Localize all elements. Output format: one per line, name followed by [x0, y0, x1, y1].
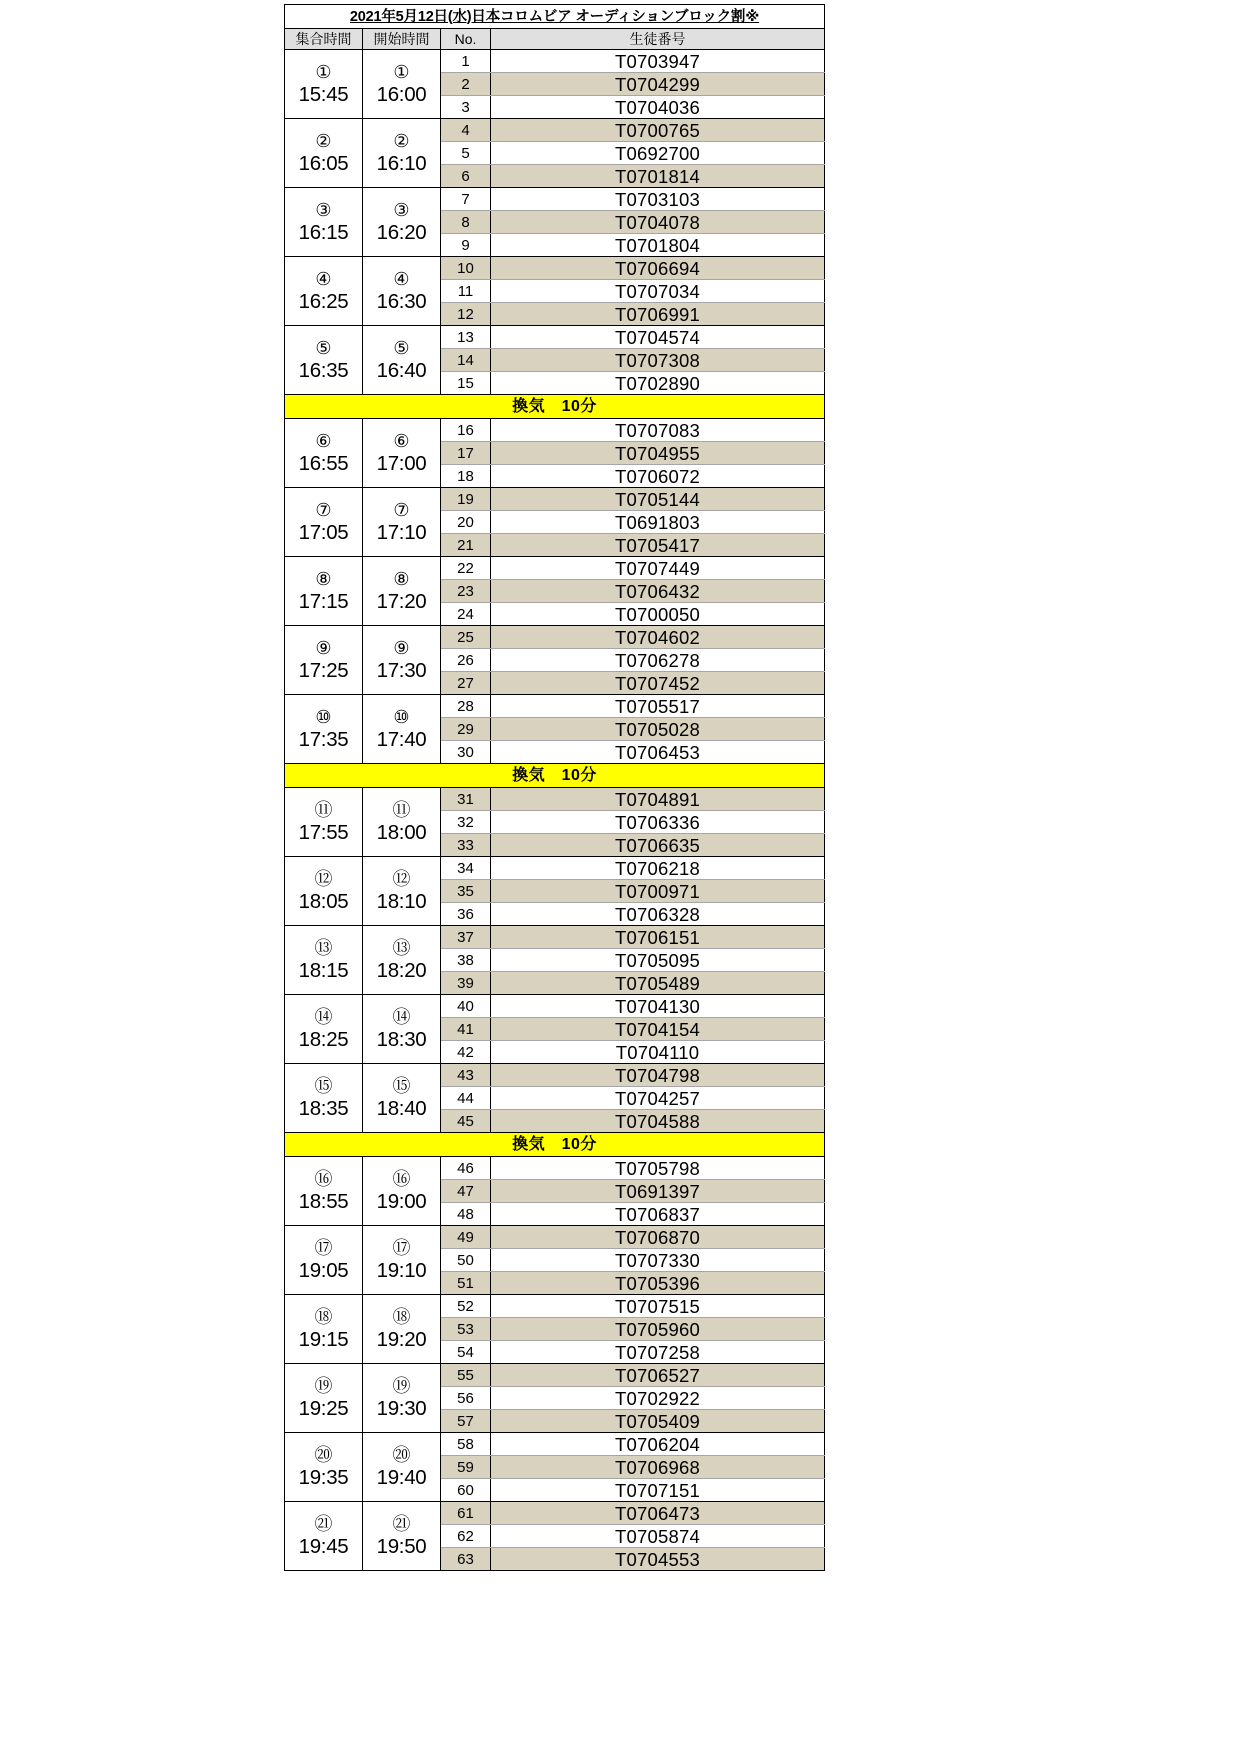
block-number-circle: ⑮ — [392, 1076, 411, 1097]
student-number: T0705417 — [491, 534, 825, 557]
block-number-circle: ⑯ — [314, 1169, 333, 1190]
block-number-circle: ③ — [315, 200, 332, 221]
start-time-cell — [363, 1502, 441, 1571]
entry-no: 47 — [441, 1180, 491, 1203]
entry-no: 63 — [441, 1548, 491, 1571]
meeting-time-cell — [285, 119, 363, 188]
meeting-time-cell-value: 19:35 — [298, 1466, 349, 1490]
block-number-circle: ④ — [393, 269, 410, 290]
document-title: 2021年5月12日(水)日本コロムビア オーディションブロック割※ — [285, 5, 825, 29]
block-number-circle: ⑱ — [314, 1307, 333, 1328]
start-time-cell-value: 19:50 — [376, 1535, 427, 1559]
meeting-time-cell-value: 19:15 — [298, 1328, 349, 1352]
start-time-cell-value: 17:40 — [376, 728, 427, 752]
meeting-time-cell-value: 17:25 — [298, 659, 349, 683]
table-row — [285, 1502, 825, 1525]
block-number-circle: ⑭ — [392, 1007, 411, 1028]
meeting-time-cell-value: 16:05 — [298, 152, 349, 176]
block-number-circle: ⑰ — [392, 1238, 411, 1259]
block-number-circle: ⑩ — [315, 707, 332, 728]
entry-no: 58 — [441, 1433, 491, 1456]
block-number-circle: ① — [315, 62, 332, 83]
meeting-time-cell-value: 16:25 — [298, 290, 349, 314]
entry-no: 61 — [441, 1502, 491, 1525]
block-number-circle: ⑲ — [314, 1376, 333, 1397]
student-number: T0704299 — [491, 73, 825, 96]
ventilation-label: 換気 10分 — [285, 764, 825, 788]
table-row — [285, 788, 825, 811]
entry-no: 44 — [441, 1087, 491, 1110]
student-number: T0705517 — [491, 695, 825, 718]
start-time-cell — [363, 1157, 441, 1226]
audition-schedule-table — [284, 4, 825, 1571]
student-number: T0706072 — [491, 465, 825, 488]
meeting-time-cell — [285, 995, 363, 1064]
entry-no: 14 — [441, 349, 491, 372]
meeting-time-cell-value: 18:35 — [298, 1097, 349, 1121]
student-number: T0706991 — [491, 303, 825, 326]
ventilation-label: 換気 10分 — [285, 1133, 825, 1157]
student-number: T0707308 — [491, 349, 825, 372]
student-number: T0705960 — [491, 1318, 825, 1341]
block-number-circle: ⑱ — [392, 1307, 411, 1328]
table-row — [285, 419, 825, 442]
entry-no: 54 — [441, 1341, 491, 1364]
start-time-cell — [363, 1295, 441, 1364]
block-number-circle: ⑧ — [315, 569, 332, 590]
student-number: T0700971 — [491, 880, 825, 903]
block-number-circle: ② — [393, 131, 410, 152]
start-time-cell — [363, 1064, 441, 1133]
student-number: T0706527 — [491, 1364, 825, 1387]
table-row — [285, 1157, 825, 1180]
student-number: T0705028 — [491, 718, 825, 741]
start-time-cell-value: 18:40 — [376, 1097, 427, 1121]
start-time-cell — [363, 1226, 441, 1295]
entry-no: 4 — [441, 119, 491, 142]
table-row — [285, 188, 825, 211]
block-number-circle: ④ — [315, 269, 332, 290]
entry-no: 42 — [441, 1041, 491, 1064]
student-number: T0707515 — [491, 1295, 825, 1318]
block-number-circle: ⑨ — [393, 638, 410, 659]
student-number: T0701814 — [491, 165, 825, 188]
student-number: T0706151 — [491, 926, 825, 949]
entry-no: 2 — [441, 73, 491, 96]
student-number: T0691803 — [491, 511, 825, 534]
block-number-circle: ① — [393, 62, 410, 83]
table-row — [285, 50, 825, 73]
meeting-time-cell-value: 16:15 — [298, 221, 349, 245]
block-number-circle: ⑬ — [392, 938, 411, 959]
student-number: T0704036 — [491, 96, 825, 119]
meeting-time-cell — [285, 926, 363, 995]
block-number-circle: ⑥ — [315, 431, 332, 452]
student-number: T0706204 — [491, 1433, 825, 1456]
start-time-cell — [363, 788, 441, 857]
meeting-time-cell-value: 18:15 — [298, 959, 349, 983]
entry-no: 5 — [441, 142, 491, 165]
block-number-circle: ⑥ — [393, 431, 410, 452]
student-number: T0705874 — [491, 1525, 825, 1548]
meeting-time-cell — [285, 1295, 363, 1364]
block-number-circle: ⑰ — [314, 1238, 333, 1259]
meeting-time-cell-value: 18:25 — [298, 1028, 349, 1052]
column-header-start-time: 開始時間 — [363, 29, 441, 50]
entry-no: 57 — [441, 1410, 491, 1433]
start-time-cell-value: 19:40 — [376, 1466, 427, 1490]
start-time-cell — [363, 626, 441, 695]
meeting-time-cell — [285, 50, 363, 119]
block-number-circle: ⑮ — [314, 1076, 333, 1097]
entry-no: 26 — [441, 649, 491, 672]
meeting-time-cell-value: 18:55 — [298, 1190, 349, 1214]
student-number: T0707449 — [491, 557, 825, 580]
table-row — [285, 995, 825, 1018]
entry-no: 12 — [441, 303, 491, 326]
start-time-cell-value: 17:10 — [376, 521, 427, 545]
entry-no: 60 — [441, 1479, 491, 1502]
entry-no: 40 — [441, 995, 491, 1018]
meeting-time-cell — [285, 257, 363, 326]
entry-no: 28 — [441, 695, 491, 718]
meeting-time-cell — [285, 419, 363, 488]
block-number-circle: ⑫ — [314, 869, 333, 890]
start-time-cell — [363, 857, 441, 926]
meeting-time-cell — [285, 857, 363, 926]
entry-no: 30 — [441, 741, 491, 764]
start-time-cell-value: 17:20 — [376, 590, 427, 614]
entry-no: 3 — [441, 96, 491, 119]
meeting-time-cell — [285, 1502, 363, 1571]
meeting-time-cell-value: 16:35 — [298, 359, 349, 383]
entry-no: 25 — [441, 626, 491, 649]
entry-no: 17 — [441, 442, 491, 465]
student-number: T0702922 — [491, 1387, 825, 1410]
entry-no: 36 — [441, 903, 491, 926]
student-number: T0704078 — [491, 211, 825, 234]
student-number: T0705798 — [491, 1157, 825, 1180]
block-number-circle: ㉑ — [392, 1514, 411, 1535]
meeting-time-cell — [285, 188, 363, 257]
entry-no: 16 — [441, 419, 491, 442]
meeting-time-cell — [285, 1226, 363, 1295]
entry-no: 41 — [441, 1018, 491, 1041]
meeting-time-cell — [285, 557, 363, 626]
student-number: T0706870 — [491, 1226, 825, 1249]
student-number: T0704553 — [491, 1548, 825, 1571]
student-number: T0704574 — [491, 326, 825, 349]
start-time-cell — [363, 257, 441, 326]
meeting-time-cell — [285, 626, 363, 695]
table-row — [285, 1364, 825, 1387]
table-row — [285, 1295, 825, 1318]
entry-no: 18 — [441, 465, 491, 488]
student-number: T0706694 — [491, 257, 825, 280]
meeting-time-cell — [285, 695, 363, 764]
block-number-circle: ⑦ — [315, 500, 332, 521]
start-time-cell — [363, 188, 441, 257]
start-time-cell-value: 18:30 — [376, 1028, 427, 1052]
block-number-circle: ⑨ — [315, 638, 332, 659]
student-number: T0704955 — [491, 442, 825, 465]
title-row — [285, 5, 825, 29]
start-time-cell-value: 16:20 — [376, 221, 427, 245]
entry-no: 38 — [441, 949, 491, 972]
entry-no: 13 — [441, 326, 491, 349]
table-row — [285, 626, 825, 649]
block-number-circle: ⑧ — [393, 569, 410, 590]
entry-no: 8 — [441, 211, 491, 234]
entry-no: 9 — [441, 234, 491, 257]
entry-no: 48 — [441, 1203, 491, 1226]
student-number: T0706635 — [491, 834, 825, 857]
start-time-cell-value: 18:20 — [376, 959, 427, 983]
student-number: T0691397 — [491, 1180, 825, 1203]
ventilation-row — [285, 395, 825, 419]
student-number: T0706328 — [491, 903, 825, 926]
entry-no: 7 — [441, 188, 491, 211]
start-time-cell-value: 17:30 — [376, 659, 427, 683]
block-number-circle: ⑪ — [392, 800, 411, 821]
meeting-time-cell-value: 19:45 — [298, 1535, 349, 1559]
table-row — [285, 557, 825, 580]
student-number: T0704257 — [491, 1087, 825, 1110]
student-number: T0706837 — [491, 1203, 825, 1226]
entry-no: 37 — [441, 926, 491, 949]
entry-no: 23 — [441, 580, 491, 603]
entry-no: 32 — [441, 811, 491, 834]
student-number: T0703103 — [491, 188, 825, 211]
student-number: T0705396 — [491, 1272, 825, 1295]
table-row — [285, 1433, 825, 1456]
student-number: T0707330 — [491, 1249, 825, 1272]
entry-no: 27 — [441, 672, 491, 695]
student-number: T0705095 — [491, 949, 825, 972]
student-number: T0692700 — [491, 142, 825, 165]
start-time-cell-value: 19:30 — [376, 1397, 427, 1421]
start-time-cell — [363, 1433, 441, 1502]
entry-no: 43 — [441, 1064, 491, 1087]
table-row — [285, 857, 825, 880]
block-number-circle: ⑩ — [393, 707, 410, 728]
student-number: T0707452 — [491, 672, 825, 695]
entry-no: 15 — [441, 372, 491, 395]
meeting-time-cell-value: 16:55 — [298, 452, 349, 476]
student-number: T0704110 — [491, 1041, 825, 1064]
meeting-time-cell-value: 17:15 — [298, 590, 349, 614]
start-time-cell-value: 17:00 — [376, 452, 427, 476]
entry-no: 45 — [441, 1110, 491, 1133]
start-time-cell — [363, 557, 441, 626]
student-number: T0704891 — [491, 788, 825, 811]
entry-no: 1 — [441, 50, 491, 73]
entry-no: 29 — [441, 718, 491, 741]
table-row — [285, 326, 825, 349]
student-number: T0704798 — [491, 1064, 825, 1087]
student-number: T0700765 — [491, 119, 825, 142]
student-number: T0701804 — [491, 234, 825, 257]
start-time-cell-value: 16:00 — [376, 83, 427, 107]
student-number: T0704588 — [491, 1110, 825, 1133]
student-number: T0703947 — [491, 50, 825, 73]
entry-no: 46 — [441, 1157, 491, 1180]
start-time-cell — [363, 419, 441, 488]
entry-no: 22 — [441, 557, 491, 580]
block-number-circle: ⑳ — [392, 1445, 411, 1466]
start-time-cell — [363, 926, 441, 995]
start-time-cell-value: 16:10 — [376, 152, 427, 176]
start-time-cell-value: 18:00 — [376, 821, 427, 845]
entry-no: 56 — [441, 1387, 491, 1410]
start-time-cell-value: 19:00 — [376, 1190, 427, 1214]
column-header-no: No. — [441, 29, 491, 50]
column-header-student-number: 生徒番号 — [491, 29, 825, 50]
block-number-circle: ③ — [393, 200, 410, 221]
entry-no: 31 — [441, 788, 491, 811]
entry-no: 62 — [441, 1525, 491, 1548]
entry-no: 20 — [441, 511, 491, 534]
meeting-time-cell-value: 17:35 — [298, 728, 349, 752]
start-time-cell-value: 16:40 — [376, 359, 427, 383]
start-time-cell — [363, 326, 441, 395]
start-time-cell-value: 19:20 — [376, 1328, 427, 1352]
student-number: T0704602 — [491, 626, 825, 649]
entry-no: 51 — [441, 1272, 491, 1295]
table-row — [285, 695, 825, 718]
student-number: T0706453 — [491, 741, 825, 764]
entry-no: 21 — [441, 534, 491, 557]
table-row — [285, 488, 825, 511]
table-row — [285, 1226, 825, 1249]
start-time-cell — [363, 119, 441, 188]
entry-no: 11 — [441, 280, 491, 303]
entry-no: 52 — [441, 1295, 491, 1318]
meeting-time-cell-value: 19:25 — [298, 1397, 349, 1421]
table-row — [285, 119, 825, 142]
meeting-time-cell-value: 17:05 — [298, 521, 349, 545]
block-number-circle: ⑤ — [393, 338, 410, 359]
meeting-time-cell-value: 17:55 — [298, 821, 349, 845]
start-time-cell — [363, 995, 441, 1064]
student-number: T0705489 — [491, 972, 825, 995]
entry-no: 49 — [441, 1226, 491, 1249]
block-number-circle: ⑫ — [392, 869, 411, 890]
block-number-circle: ⑬ — [314, 938, 333, 959]
entry-no: 50 — [441, 1249, 491, 1272]
entry-no: 34 — [441, 857, 491, 880]
entry-no: 59 — [441, 1456, 491, 1479]
student-number: T0707258 — [491, 1341, 825, 1364]
schedule-table-container — [284, 4, 824, 1571]
start-time-cell — [363, 695, 441, 764]
block-number-circle: ⑲ — [392, 1376, 411, 1397]
start-time-cell — [363, 50, 441, 119]
student-number: T0706218 — [491, 857, 825, 880]
block-number-circle: ⑯ — [392, 1169, 411, 1190]
block-number-circle: ⑤ — [315, 338, 332, 359]
meeting-time-cell-value: 18:05 — [298, 890, 349, 914]
entry-no: 19 — [441, 488, 491, 511]
student-number: T0707151 — [491, 1479, 825, 1502]
meeting-time-cell — [285, 488, 363, 557]
entry-no: 6 — [441, 165, 491, 188]
entry-no: 53 — [441, 1318, 491, 1341]
start-time-cell — [363, 488, 441, 557]
student-number: T0706473 — [491, 1502, 825, 1525]
meeting-time-cell — [285, 788, 363, 857]
block-number-circle: ⑪ — [314, 800, 333, 821]
ventilation-label: 換気 10分 — [285, 395, 825, 419]
block-number-circle: ⑳ — [314, 1445, 333, 1466]
meeting-time-cell-value: 19:05 — [298, 1259, 349, 1283]
entry-no: 24 — [441, 603, 491, 626]
student-number: T0704154 — [491, 1018, 825, 1041]
block-number-circle: ② — [315, 131, 332, 152]
meeting-time-cell — [285, 1064, 363, 1133]
meeting-time-cell-value: 15:45 — [298, 83, 349, 107]
student-number: T0706968 — [491, 1456, 825, 1479]
student-number: T0705144 — [491, 488, 825, 511]
block-number-circle: ⑭ — [314, 1007, 333, 1028]
student-number: T0707034 — [491, 280, 825, 303]
ventilation-row — [285, 764, 825, 788]
meeting-time-cell — [285, 1433, 363, 1502]
block-number-circle: ㉑ — [314, 1514, 333, 1535]
entry-no: 39 — [441, 972, 491, 995]
meeting-time-cell — [285, 326, 363, 395]
start-time-cell-value: 19:10 — [376, 1259, 427, 1283]
block-number-circle: ⑦ — [393, 500, 410, 521]
student-number: T0705409 — [491, 1410, 825, 1433]
table-row — [285, 926, 825, 949]
entry-no: 55 — [441, 1364, 491, 1387]
column-header-meeting-time: 集合時間 — [285, 29, 363, 50]
header-row — [285, 29, 825, 50]
table-row — [285, 1064, 825, 1087]
entry-no: 33 — [441, 834, 491, 857]
student-number: T0700050 — [491, 603, 825, 626]
meeting-time-cell — [285, 1157, 363, 1226]
student-number: T0702890 — [491, 372, 825, 395]
student-number: T0706278 — [491, 649, 825, 672]
student-number: T0706336 — [491, 811, 825, 834]
entry-no: 10 — [441, 257, 491, 280]
entry-no: 35 — [441, 880, 491, 903]
start-time-cell-value: 16:30 — [376, 290, 427, 314]
table-row — [285, 257, 825, 280]
ventilation-row — [285, 1133, 825, 1157]
student-number: T0704130 — [491, 995, 825, 1018]
student-number: T0707083 — [491, 419, 825, 442]
student-number: T0706432 — [491, 580, 825, 603]
start-time-cell-value: 18:10 — [376, 890, 427, 914]
meeting-time-cell — [285, 1364, 363, 1433]
start-time-cell — [363, 1364, 441, 1433]
